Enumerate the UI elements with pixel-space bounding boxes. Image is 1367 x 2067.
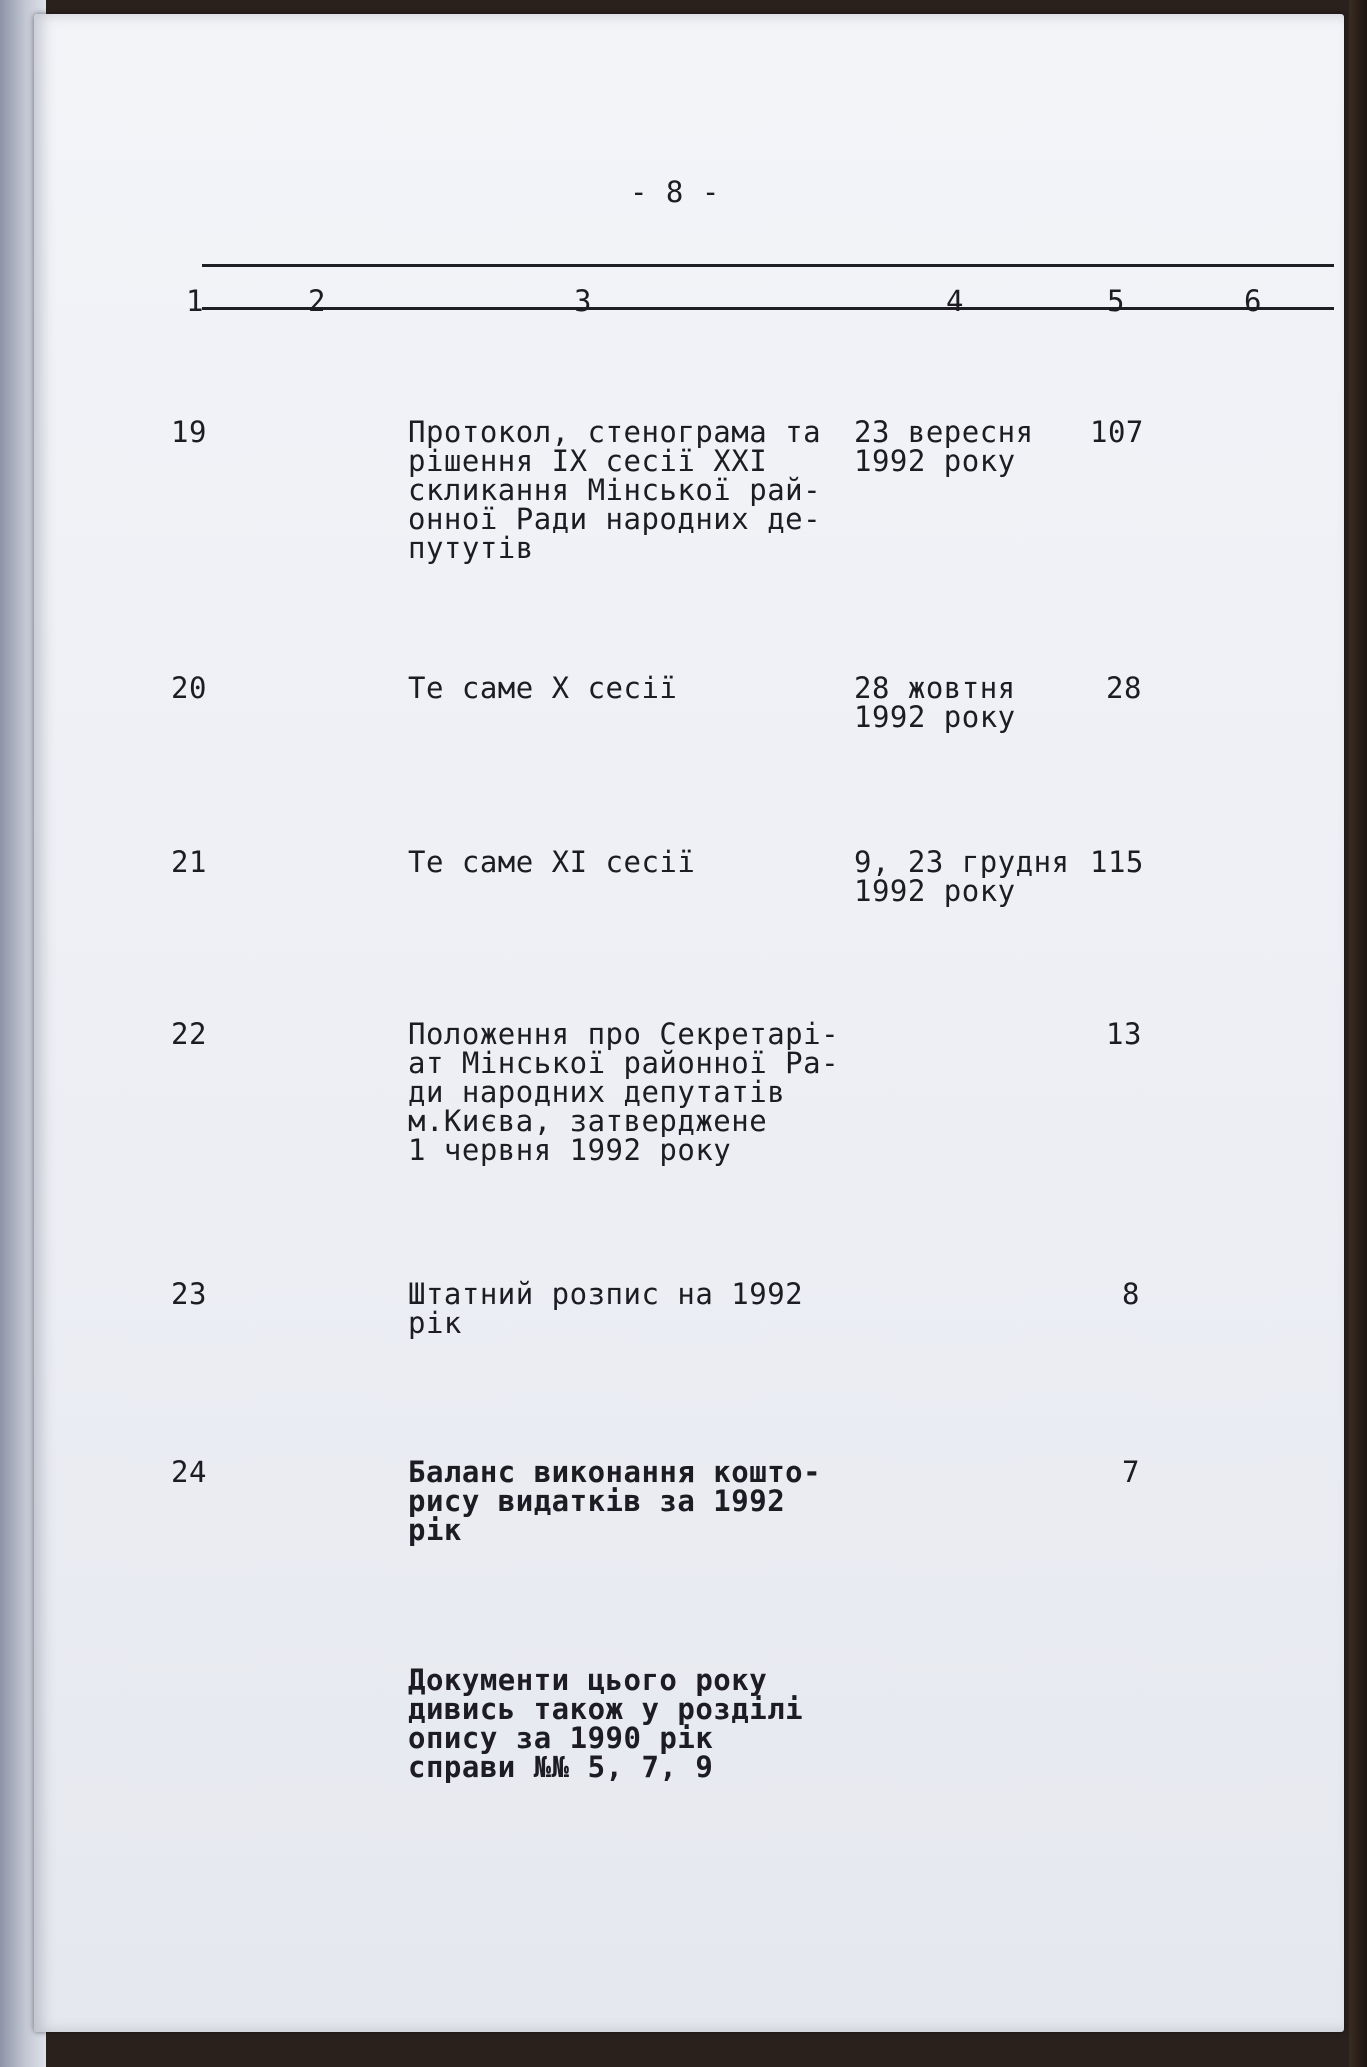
row-sheets: 8 [1122, 1277, 1140, 1311]
column-number-6: 6 [1244, 284, 1262, 318]
column-number-4: 4 [946, 284, 964, 318]
document-page [34, 14, 1344, 2032]
row-title-line: м.Києва, затверджене [408, 1104, 768, 1138]
row-number: 22 [171, 1017, 207, 1051]
row-title-line: Те саме XI сесії [408, 845, 696, 879]
row-title-line: рису видатків за 1992 [408, 1484, 786, 1518]
row-sheets: 13 [1106, 1017, 1142, 1051]
row-date-line: 9, 23 грудня [854, 845, 1070, 879]
column-number-3: 3 [574, 284, 592, 318]
note-line: справи №№ 5, 7, 9 [408, 1750, 714, 1784]
row-sheets: 115 [1090, 845, 1144, 879]
row-date-line: 1992 року [854, 444, 1016, 478]
row-title-line: Баланс виконання кошто- [408, 1455, 822, 1489]
row-date-line: 28 жовтня [854, 671, 1016, 705]
row-sheets: 107 [1090, 415, 1144, 449]
row-title-line: путутів [408, 531, 534, 565]
column-number-5: 5 [1107, 284, 1125, 318]
row-title-line: онної Ради народних де- [408, 502, 822, 536]
note-line: опису за 1990 рік [408, 1721, 714, 1755]
row-number: 19 [171, 415, 207, 449]
row-number: 24 [171, 1455, 207, 1489]
row-title-line: Штатний розпис на 1992 [408, 1277, 804, 1311]
row-title-line: Протокол, стенограма та [408, 415, 822, 449]
header-rule-top [202, 264, 1334, 267]
row-title-line: ат Мінської районної Ра- [408, 1046, 840, 1080]
row-title-line: рік [408, 1513, 462, 1547]
row-date-line: 1992 року [854, 874, 1016, 908]
row-date-line: 1992 року [854, 700, 1016, 734]
background-edge [1349, 0, 1367, 2067]
column-number-1: 1 [186, 284, 204, 318]
row-title-line: рішення IX сесії XXI [408, 444, 768, 478]
column-number-2: 2 [308, 284, 326, 318]
note-line: дивись також у розділі [408, 1692, 804, 1726]
row-title-line: 1 червня 1992 року [408, 1133, 732, 1167]
row-title-line: рік [408, 1306, 462, 1340]
row-title-line: Те саме X сесії [408, 671, 678, 705]
row-number: 23 [171, 1277, 207, 1311]
row-title-line: скликання Мінської рай- [408, 473, 822, 507]
header-rule-bottom [202, 307, 1334, 310]
row-sheets: 28 [1106, 671, 1142, 705]
row-title-line: Положення про Секретарі- [408, 1017, 840, 1051]
row-number: 20 [171, 671, 207, 705]
row-date-line: 23 вересня [854, 415, 1034, 449]
row-title-line: ди народних депутатів [408, 1075, 786, 1109]
page-number: - 8 - [630, 175, 720, 209]
note-line: Документи цього року [408, 1663, 768, 1697]
row-sheets: 7 [1122, 1455, 1140, 1489]
row-number: 21 [171, 845, 207, 879]
